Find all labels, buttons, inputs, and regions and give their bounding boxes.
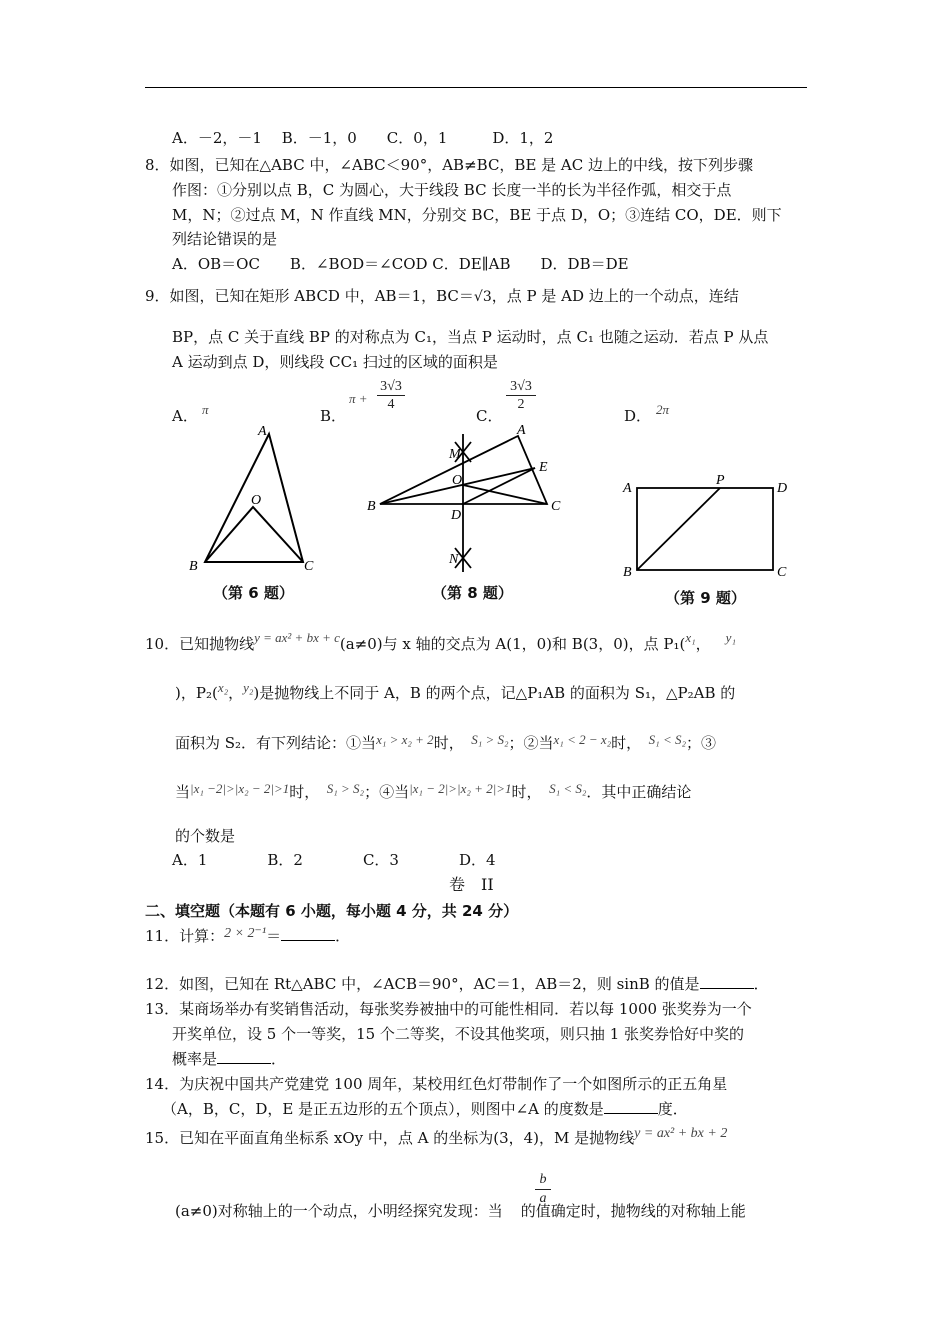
q10-line4-c: ．其中正确结论 [586,783,692,801]
q9-option-c-num: 3√3 [506,378,536,396]
q8-line1: 8．如图，已知在△ABC 中，∠ABC＜90°，AB≠BC，BE 是 AC 边上的中线，按下列步骤 [145,156,754,174]
q9-option-b-num: 3√3 [377,378,405,396]
figure-8 [365,420,580,580]
q10-cond2: x₁ < 2 − x₂ [553,732,612,747]
header-rule [145,87,807,88]
q14-line2-text: （A，B，C，D，E 是正五边形的五个顶点），则图中∠A 的度数是 [162,1100,604,1118]
q10-line4-b: ；④当 [364,783,410,801]
q10-res1: S₁ > S₂ [471,732,509,747]
q14-unit: 度． [657,1100,688,1118]
fig6-label-o: O [251,493,262,508]
q9-option-d-value: 2π [656,402,670,417]
q10-y2: y₂ [243,680,254,695]
q10-cond1: x₁ > x₂ + 2 [376,732,434,747]
volume-2-title: 卷 II [449,875,494,894]
q10-x2: x₂ [217,680,229,695]
q9-line2: BP，点 C 关于直线 BP 的对称点为 C₁，当点 P 运动时，点 C₁ 也随之运动．若点 P 从点 [172,328,769,346]
q15-frac-num: b [535,1171,551,1190]
fig9-label-d: D [777,481,788,496]
fig9-label-b: B [623,565,632,580]
fig8-label-b: B [367,499,376,514]
q13-line1: 13．某商场举办有奖销售活动，每张奖券被抽中的可能性相同．若以每 1000 张奖券为一个 [145,1000,752,1018]
q10-line1-rest: (a≠0)与 x 轴的交点为 A(1，0)和 B(3，0)，点 P₁( [339,635,686,653]
fig8-label-d: D [451,508,462,523]
q9-option-c-label: C． [476,407,503,425]
q10-y1: y₁ [725,630,736,645]
q8-options: A．OB＝OC B．∠BOD＝∠COD C．DE∥AB D．DB＝DE [172,255,629,273]
figure-9 [620,470,800,585]
fig9-label-c: C [777,565,787,580]
q9-line1 [145,286,739,307]
fig6-label-c: C [304,559,314,574]
q15-frac-den: a [539,1191,547,1206]
q11-answer-blank[interactable] [281,926,335,941]
q7-options: A．－2，－1 B．－1，0 C．0，1 D．1，2 [172,129,554,147]
q13-line2: 开奖单位，设 5 个一等奖，15 个二等奖，不设其他奖项，则只抽 1 张奖券恰好中奖的 [172,1025,745,1043]
q10-line2 [175,680,736,704]
q12-answer-blank[interactable] [700,974,754,989]
q15-line1-text: 15．已知在平面直角坐标系 xOy 中，点 A 的坐标为(3，4)，M 是抛物线 [145,1129,635,1147]
q10-then3: 时， [289,783,320,801]
fig8-label-e: E [539,460,548,475]
q10-line1 [145,630,736,655]
q10-line2-b: )是抛物线上不同于 A，B 的两个点，记△P₁AB 的面积为 S₁，△P₂AB 的 [253,684,736,702]
q10-line5: 的个数是 [175,827,236,845]
q10-options: A．1 B．2 C．3 D．4 [172,851,496,869]
q9-line1-a: 9．如图，已知在矩形 ABCD 中，AB＝1，BC＝ [145,287,474,305]
q9-option-c-fraction [506,378,536,413]
q10-cond3: |x₁ −2|>|x₂ − 2|>1 [190,781,290,796]
q10-line3-a: 面积为 S₂．有下列结论：①当 [175,734,377,752]
fig8-label-m: M [449,447,461,462]
q8-line2: 作图：①分别以点 B，C 为圆心，大于线段 BC 长度一半的长为半径作弧，相交于点 [172,181,732,199]
q14-line2 [162,1099,688,1119]
q15-line1 [145,1128,727,1150]
q13-line3-text: 概率是 [172,1050,218,1068]
q10-res3: S₁ > S₂ [326,781,365,796]
q10-comma2: ， [228,684,244,702]
fig8-caption: （第 8 题） [432,584,513,602]
q14-line1: 14．为庆祝中国共产党建党 100 周年，某校用红色灯带制作了一个如图所示的正五角星 [145,1075,728,1093]
q9-option-a-label: A． [172,407,198,425]
q9-option-b-label: B． [320,407,347,425]
q9-option-c-den: 2 [517,397,525,412]
q11-expression: 2 × 2⁻¹ [224,926,267,941]
q15-line2-a: (a≠0)对称轴上的一个动点，小明经探究发现：当 [175,1202,503,1220]
figure-6 [185,422,335,582]
fig6-caption: （第 6 题） [213,584,294,602]
fig9-caption: （第 9 题） [665,589,746,607]
fig8-label-a: A [517,423,526,438]
q11-period: ． [335,927,351,945]
fig8-label-c: C [551,499,561,514]
q10-then1: 时， [433,734,464,752]
q8-line3: M，N；②过点 M，N 作直线 MN，分别交 BC，BE 于点 D，O；③连结 CO，DE．则下 [172,206,782,224]
q9-sqrt3: √3 [473,289,492,305]
q10-line3-b: ；②当 [508,734,554,752]
q13-line3 [172,1049,286,1069]
fig9-label-p: P [716,473,725,488]
fig8-label-n: N [449,552,459,567]
q11 [145,926,350,948]
q10-res4: S₁ < S₂ [549,781,587,796]
q10-cond4: |x₁ − 2|>|x₂ + 2|>1 [409,781,512,796]
q10-then4: 时， [511,783,542,801]
q12-text: 12．如图，已知在 Rt△ABC 中，∠ACB＝90°，AC＝1，AB＝2，则 sinB 的值是 [145,975,700,993]
fig9-rectangle-abcd [637,488,773,570]
q12 [145,974,769,994]
fig9-line-bp [637,488,720,570]
section-2-heading: 二、填空题（本题有 6 小题，每小题 4 分，共 24 分） [145,902,519,920]
q10-res2: S₁ < S₂ [648,732,686,747]
q13-period: ． [271,1050,287,1068]
q10-line4-a: 当 [175,783,191,801]
q15-equation: y = ax² + bx + 2 [634,1126,728,1141]
q10-intro: 10．已知抛物线 [145,635,255,653]
q9-option-b-pi: π + [349,391,368,406]
q10-line2-a: )，P₂( [175,684,218,702]
fig6-label-a: A [258,424,267,439]
q10-x1: x₁ [685,630,696,645]
q9-option-d-label: D． [624,407,652,425]
q10-then2: 时， [611,734,642,752]
q13-answer-blank[interactable] [217,1049,271,1064]
fig9-label-a: A [623,481,632,496]
q10-equation: y = ax² + bx + c [254,630,340,645]
q14-answer-blank[interactable] [604,1099,658,1114]
q15-line2 [175,1201,746,1221]
q10-line3 [175,733,716,754]
q11-equals: ＝ [266,927,282,945]
fig6-label-b: B [189,559,198,574]
q8-line4: 列结论错误的是 [172,230,278,248]
q10-line3-c: ；③ [685,734,716,752]
q9-line3: A 运动到点 D，则线段 CC₁ 扫过的区域的面积是 [172,353,498,371]
q9-option-a-value: π [202,402,209,417]
q9-line1-c: ，点 P 是 AD 边上的一个动点，连结 [491,287,739,305]
q10-comma1: ， [695,635,711,653]
q9-option-b-fraction [377,378,405,413]
q15-line2-b: 的值确定时，抛物线的对称轴上能 [520,1202,746,1220]
q12-period: ． [753,975,769,993]
q10-line4 [175,782,691,803]
q11-label: 11．计算： [145,927,225,945]
fig8-label-o: O [452,473,463,488]
fig8-line-oc [463,485,547,504]
q9-option-b-den: 4 [387,397,395,412]
